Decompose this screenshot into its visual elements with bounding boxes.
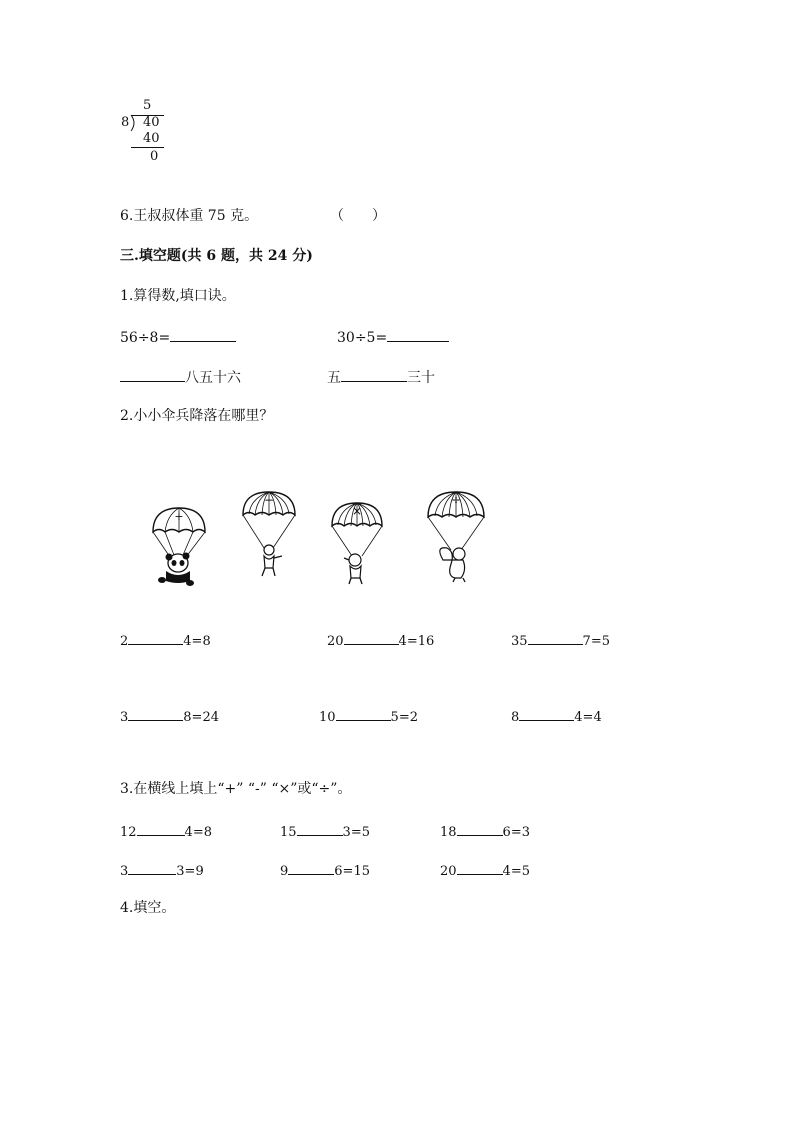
operator-blank[interactable] xyxy=(457,821,503,836)
equation-right: 6=3 xyxy=(502,825,530,840)
equation-left: 3 xyxy=(120,710,129,725)
equation-right: 8=24 xyxy=(183,710,219,725)
problem-3-title: 3.在横线上填上“+” “-” “×”或“÷”。 xyxy=(120,781,352,797)
equation-right: 6=15 xyxy=(334,864,370,879)
equation xyxy=(120,706,219,726)
operator-blank[interactable] xyxy=(128,860,176,875)
operator-blank[interactable] xyxy=(297,821,343,836)
operator-label: ÷ xyxy=(450,493,462,507)
equation-56-div-8 xyxy=(120,327,236,347)
operator-label: + xyxy=(174,510,184,523)
division-bracket-icon xyxy=(130,114,138,132)
parachute-panda-icon xyxy=(150,505,210,589)
operator-blank[interactable] xyxy=(457,860,503,875)
parachute-animal-icon xyxy=(240,490,298,580)
rhyme-1 xyxy=(120,367,241,387)
problem-2-title: 2.小小伞兵降落在哪里？ xyxy=(120,408,274,424)
operator-blank[interactable] xyxy=(288,860,334,875)
operator-blank[interactable] xyxy=(519,706,574,721)
answer-blank[interactable] xyxy=(170,327,236,342)
equation-right: 7=5 xyxy=(582,634,610,649)
equation-left: 3 xyxy=(120,864,129,879)
equation xyxy=(327,630,434,650)
equation-right: 4=5 xyxy=(502,864,530,879)
dividend: 40 xyxy=(143,115,160,130)
equation-right: 4=8 xyxy=(183,634,211,649)
answer-bracket[interactable]: （ ） xyxy=(330,208,386,224)
product: 40 xyxy=(143,131,160,146)
operator-label: − xyxy=(263,493,275,507)
parachute-monkey-icon xyxy=(328,500,386,586)
equation xyxy=(511,706,602,726)
rhyme-text: 八五十六 xyxy=(185,370,241,386)
operator-blank[interactable] xyxy=(137,821,185,836)
equation xyxy=(120,860,204,880)
equation-right: 5=2 xyxy=(390,710,418,725)
equation xyxy=(440,860,530,880)
equation-text: 56÷8= xyxy=(120,330,171,346)
equation xyxy=(280,860,370,880)
rhyme-text-before: 五 xyxy=(327,370,341,386)
equation-right: 3=5 xyxy=(342,825,370,840)
equation-right: 4=16 xyxy=(398,634,435,649)
equation-right: 4=8 xyxy=(184,825,212,840)
equation-left: 10 xyxy=(319,710,336,725)
section-heading: 三.填空题(共 6 题，共 24 分) xyxy=(120,248,313,264)
answer-blank[interactable] xyxy=(387,327,449,342)
subtraction-line xyxy=(131,147,164,148)
equation-left: 8 xyxy=(511,710,520,725)
operator-blank[interactable] xyxy=(528,630,583,645)
problem-1-title: 1.算得数,填口诀。 xyxy=(120,288,236,304)
equation xyxy=(280,821,370,841)
equation-right: 3=9 xyxy=(176,864,204,879)
parachute-times xyxy=(328,500,386,586)
problem-4-title: 4.填空。 xyxy=(120,900,176,916)
quotient: 5 xyxy=(143,98,152,113)
question-6-text: 6.王叔叔体重 75 克。 xyxy=(120,208,259,224)
equation xyxy=(511,630,610,650)
operator-blank[interactable] xyxy=(128,630,183,645)
equation-text: 30÷5= xyxy=(337,330,388,346)
parachute-squirrel-icon xyxy=(425,490,487,584)
operator-blank[interactable] xyxy=(344,630,399,645)
rhyme-text-after: 三十 xyxy=(407,370,435,386)
equation-left: 18 xyxy=(440,825,457,840)
equation-left: 9 xyxy=(280,864,289,879)
operator-blank[interactable] xyxy=(128,706,183,721)
equation xyxy=(120,821,212,841)
equation-left: 35 xyxy=(511,634,528,649)
equation-left: 2 xyxy=(120,634,129,649)
rhyme-blank[interactable] xyxy=(341,367,407,382)
equation xyxy=(120,630,211,650)
equation-left: 20 xyxy=(440,864,457,879)
equation-30-div-5 xyxy=(337,327,449,347)
parachute-divide xyxy=(425,490,487,584)
equation xyxy=(440,821,530,841)
equation-left: 12 xyxy=(120,825,137,840)
equation-left: 20 xyxy=(327,634,344,649)
rhyme-2 xyxy=(327,367,435,387)
remainder: 0 xyxy=(150,149,159,164)
parachute-plus xyxy=(150,505,210,589)
operator-label: × xyxy=(351,504,363,518)
divisor: 8 xyxy=(121,115,130,130)
equation xyxy=(319,706,418,726)
equation-right: 4=4 xyxy=(574,710,602,725)
operator-blank[interactable] xyxy=(336,706,391,721)
equation-left: 15 xyxy=(280,825,297,840)
parachute-minus xyxy=(240,490,298,580)
rhyme-blank[interactable] xyxy=(120,367,185,382)
